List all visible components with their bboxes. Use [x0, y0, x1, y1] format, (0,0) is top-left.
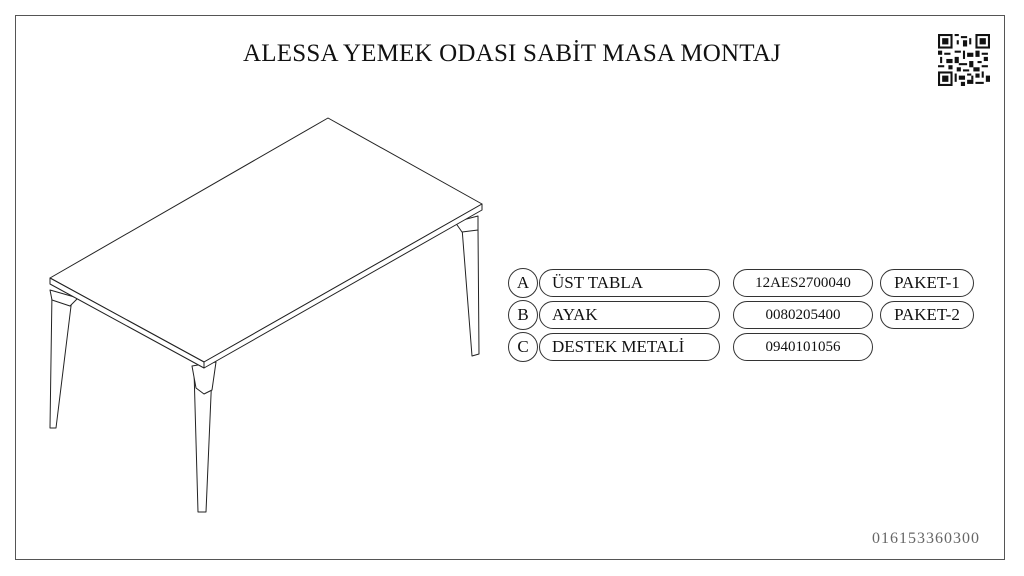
page-title: ALESSA YEMEK ODASI SABİT MASA MONTAJ [243, 40, 781, 67]
table-leg-left [50, 292, 72, 428]
part-code-b: 0080205400 [733, 301, 873, 329]
part-package-a: PAKET-1 [880, 269, 974, 297]
part-name-a: ÜST TABLA [539, 269, 720, 297]
part-code-c: 0940101056 [733, 333, 873, 361]
document-number: 016153360300 [872, 530, 980, 547]
table-top-surface [50, 118, 482, 362]
part-letter-b: B [508, 300, 538, 330]
part-letter-c: C [508, 332, 538, 362]
part-letter-a: A [508, 268, 538, 298]
part-name-c: DESTEK METALİ [539, 333, 720, 361]
table-leg-back [462, 228, 479, 356]
part-name-b: AYAK [539, 301, 720, 329]
part-code-a: 12AES2700040 [733, 269, 873, 297]
part-package-b: PAKET-2 [880, 301, 974, 329]
